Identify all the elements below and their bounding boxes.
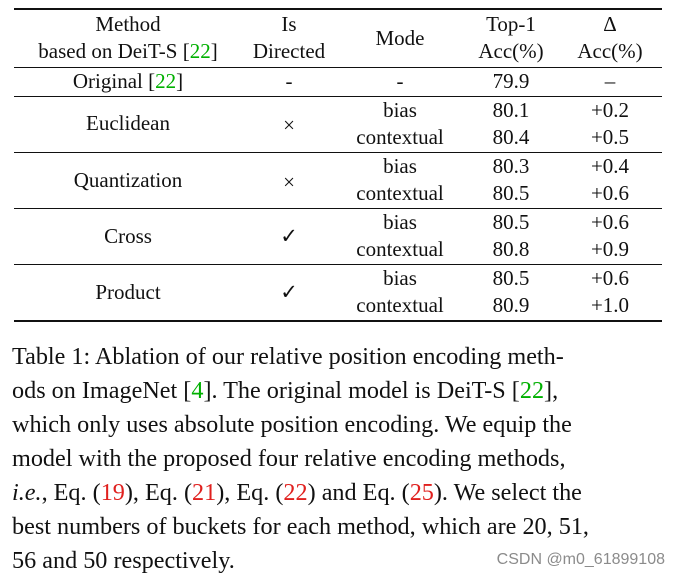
equation-ref[interactable]: 21 bbox=[192, 479, 217, 506]
original-method: Original [22] bbox=[72, 69, 184, 93]
caption-line: which only uses absolute position encoding. We equip the bbox=[12, 411, 572, 438]
mode-cell: contextual bbox=[356, 293, 444, 317]
directed-quantization: × bbox=[283, 170, 295, 194]
directed-cross: ✓ bbox=[280, 224, 298, 248]
top1-cell: 80.9 bbox=[492, 293, 530, 317]
delta-cell: +0.5 bbox=[590, 125, 630, 149]
top1-cell: 80.5 bbox=[492, 181, 530, 205]
header-is: Is bbox=[281, 12, 297, 36]
caption-line: Table 1: Ablation of our relative position encoding meth- bbox=[12, 343, 564, 370]
top1-cell: 80.5 bbox=[492, 210, 530, 234]
caption-line: ods on ImageNet [4]. The original model is DeiT-S [22], bbox=[12, 377, 559, 404]
citation-link: 22 bbox=[155, 69, 177, 93]
mode-cell: bias bbox=[383, 210, 417, 234]
top1-cell: 80.5 bbox=[492, 266, 530, 290]
equation-ref[interactable]: 22 bbox=[283, 479, 308, 506]
delta-cell: +1.0 bbox=[590, 293, 630, 317]
top-rule bbox=[14, 8, 662, 10]
method-cross: Cross bbox=[104, 224, 152, 248]
watermark: CSDN @m0_61899108 bbox=[496, 551, 665, 568]
mode-cell: bias bbox=[383, 154, 417, 178]
header-method: Method bbox=[95, 12, 161, 36]
mode-cell: contextual bbox=[356, 237, 444, 261]
method-euclidean: Euclidean bbox=[86, 111, 170, 135]
caption-line: model with the proposed four relative encoding methods, bbox=[12, 445, 566, 472]
caption-line: best numbers of buckets for each method, which are 20, 51, bbox=[12, 513, 589, 540]
delta-cell: +0.6 bbox=[590, 210, 630, 234]
header-top1-acc: Acc(%) bbox=[478, 39, 544, 63]
group-rule bbox=[14, 152, 662, 153]
original-top1: 79.9 bbox=[492, 69, 530, 93]
header-top1: Top-1 bbox=[486, 12, 536, 36]
mode-cell: bias bbox=[383, 98, 417, 122]
delta-cell: +0.2 bbox=[590, 98, 630, 122]
header-directed: Directed bbox=[252, 39, 326, 63]
equation-ref[interactable]: 19 bbox=[100, 479, 125, 506]
top1-cell: 80.4 bbox=[492, 125, 530, 149]
caption-line: 56 and 50 respectively. bbox=[12, 547, 235, 574]
citation-link[interactable]: 22 bbox=[519, 377, 545, 404]
mode-cell: contextual bbox=[356, 125, 444, 149]
bottom-rule bbox=[14, 320, 662, 322]
delta-cell: +0.6 bbox=[590, 181, 630, 205]
original-delta: – bbox=[604, 69, 616, 93]
original-mode: - bbox=[396, 69, 404, 93]
delta-cell: +0.4 bbox=[590, 154, 630, 178]
group-rule bbox=[14, 208, 662, 209]
citation-link: 22 bbox=[189, 39, 211, 63]
header-method-base: based on DeiT-S [22] bbox=[38, 39, 218, 63]
equation-ref[interactable]: 25 bbox=[409, 479, 434, 506]
citation-link[interactable]: 4 bbox=[191, 377, 204, 404]
delta-cell: +0.9 bbox=[590, 237, 630, 261]
top1-cell: 80.1 bbox=[492, 98, 530, 122]
group-rule bbox=[14, 264, 662, 265]
delta-cell: +0.6 bbox=[590, 266, 630, 290]
method-product: Product bbox=[95, 280, 161, 304]
top1-cell: 80.3 bbox=[492, 154, 530, 178]
header-mode: Mode bbox=[375, 26, 425, 50]
header-delta-acc: Acc(%) bbox=[577, 39, 643, 63]
table-caption bbox=[12, 340, 664, 578]
results-table bbox=[14, 6, 662, 322]
directed-product: ✓ bbox=[280, 280, 298, 304]
method-quantization: Quantization bbox=[73, 168, 183, 192]
group-rule bbox=[14, 96, 662, 97]
header-delta: Δ bbox=[603, 12, 617, 36]
mode-cell: bias bbox=[383, 266, 417, 290]
directed-euclidean: × bbox=[283, 113, 295, 137]
mode-cell: contextual bbox=[356, 181, 444, 205]
original-directed: - bbox=[285, 69, 293, 93]
caption-line: i.e., Eq. (19), Eq. (21), Eq. (22) and Eq. (25). We select the bbox=[12, 479, 582, 506]
top1-cell: 80.8 bbox=[492, 237, 530, 261]
